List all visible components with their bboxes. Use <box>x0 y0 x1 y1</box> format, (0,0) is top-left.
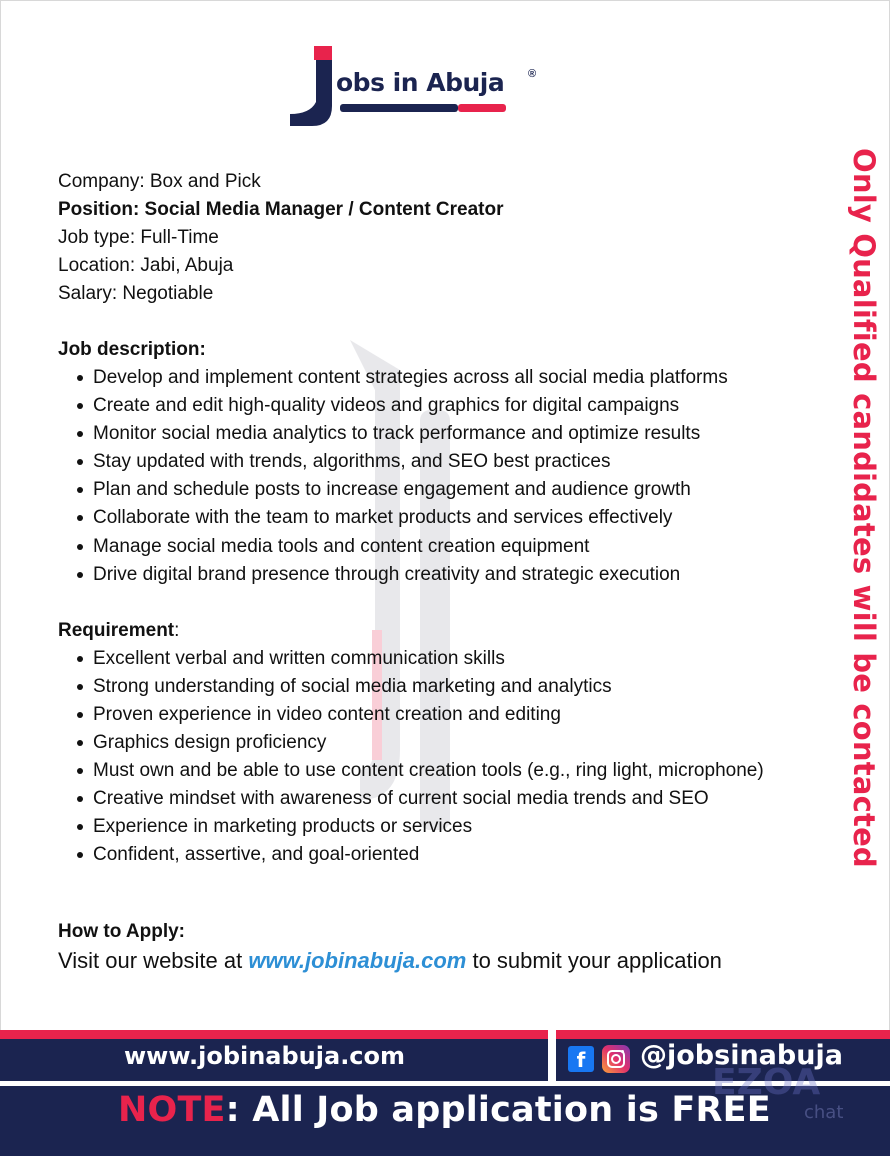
apply-website-link[interactable]: www.jobinabuja.com <box>248 948 467 973</box>
list-item: Proven experience in video content creation and editing <box>58 701 838 729</box>
note-text: : All Job application is FREE <box>225 1090 771 1130</box>
list-item: Stay updated with trends, algorithms, and SEO best practices <box>58 448 838 476</box>
job-description-list <box>58 364 838 589</box>
note-label: NOTE <box>118 1090 226 1130</box>
list-item: Develop and implement content strategies across all social media platforms <box>58 364 838 392</box>
list-item: Confident, assertive, and goal-oriented <box>58 841 838 869</box>
ezoa-chat-watermark: chat <box>804 1102 844 1123</box>
logo-registered-mark: ® <box>528 68 537 80</box>
requirement-heading <box>58 617 838 645</box>
list-item: Monitor social media analytics to track performance and optimize results <box>58 420 838 448</box>
list-item: Manage social media tools and content creation equipment <box>58 533 838 561</box>
list-item: Graphics design proficiency <box>58 729 838 757</box>
job-description-heading: Job description: <box>58 339 206 360</box>
requirement-colon: : <box>174 619 180 641</box>
job-type-line: Job type: Full-Time <box>58 227 219 248</box>
salary-line: Salary: Negotiable <box>58 283 214 304</box>
how-to-apply-heading: How to Apply: <box>58 921 185 942</box>
how-to-apply-text <box>58 946 722 976</box>
requirement-list <box>58 645 838 870</box>
list-item: Drive digital brand presence through creativity and strategic execution <box>58 561 838 589</box>
job-posting-body <box>58 168 838 870</box>
list-item: Strong understanding of social media marketing and analytics <box>58 673 838 701</box>
list-item: Excellent verbal and written communication skills <box>58 645 838 673</box>
list-item: Experience in marketing products or services <box>58 813 838 841</box>
footer-accent-right <box>556 1030 890 1039</box>
list-item: Creative mindset with awareness of current social media trends and SEO <box>58 785 838 813</box>
requirement-title: Requirement <box>58 619 175 641</box>
apply-suffix: to submit your application <box>466 948 722 973</box>
ezoa-watermark: EZOA <box>712 1062 821 1103</box>
instagram-icon[interactable] <box>602 1045 630 1073</box>
apply-prefix: Visit our website at <box>58 948 249 973</box>
list-item: Must own and be able to use content creation tools (e.g., ring light, microphone) <box>58 757 838 785</box>
footer-divider-vertical <box>548 1030 556 1082</box>
list-item: Create and edit high-quality videos and graphics for digital campaigns <box>58 392 838 420</box>
location-line: Location: Jabi, Abuja <box>58 255 234 276</box>
company-line: Company: Box and Pick <box>58 171 261 192</box>
footer-accent-left <box>0 1030 548 1039</box>
free-application-note <box>118 1090 771 1130</box>
qualified-candidates-banner: Only Qualified candidates will be contacted <box>847 148 881 868</box>
position-line: Position: Social Media Manager / Content Creator <box>58 199 504 220</box>
footer-website-link[interactable]: www.jobinabuja.com <box>124 1042 406 1070</box>
social-handle[interactable]: @jobsinabuja <box>640 1040 843 1071</box>
logo-wordmark: obs in Abuja <box>336 68 505 97</box>
list-item: Plan and schedule posts to increase engagement and audience growth <box>58 476 838 504</box>
facebook-icon[interactable]: f <box>568 1046 594 1072</box>
list-item: Collaborate with the team to market products and services effectively <box>58 504 838 532</box>
